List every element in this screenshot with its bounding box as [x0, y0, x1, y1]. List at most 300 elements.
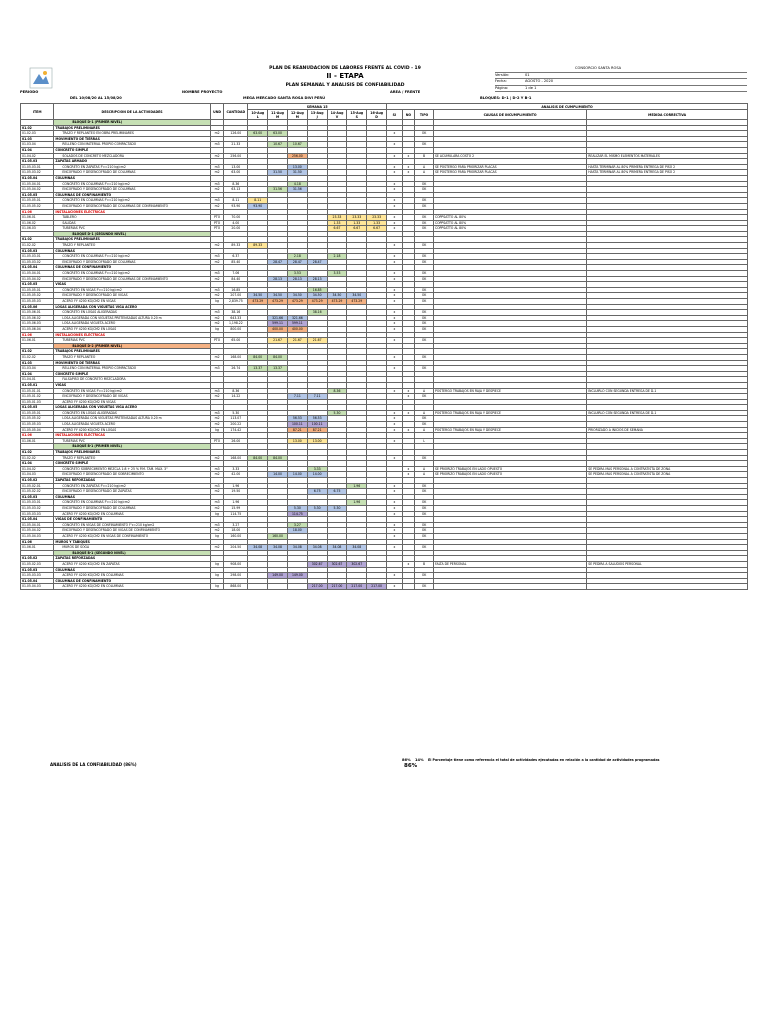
day-value: 599.11: [268, 321, 288, 327]
medida: HASTA TERMINAR AL 80% PRIMERA ENTREGA DE PISO 2: [587, 164, 748, 170]
unit: kg: [210, 533, 224, 539]
unit: m3: [210, 164, 224, 170]
tipo: OK: [415, 338, 434, 344]
day-value: 1.96: [347, 500, 367, 506]
unit: m2: [210, 416, 224, 422]
group-title: LOSAS ALIGERADA CON VIGUETAS VIGA ACERO: [54, 405, 210, 411]
si-mark: x: [387, 259, 403, 265]
unit: m2: [210, 455, 224, 461]
si-mark: x: [387, 455, 403, 461]
group-item: 01.02: [21, 237, 54, 243]
si-mark: x: [387, 187, 403, 193]
quantity: 85.40: [224, 259, 248, 265]
day-header: [347, 110, 367, 120]
activity-desc: LOSA ALIGERADA CON VIGUETAS PRETENSADAS ALTURA 0.20 m: [54, 416, 210, 422]
tipo: OK: [415, 505, 434, 511]
control-value: AGOSTO - 2020: [525, 79, 554, 83]
item-code: 01.05.02.01: [21, 483, 54, 489]
area-label: AREA / FRENTE: [390, 90, 421, 94]
quantity: 26.74: [224, 366, 248, 372]
day-value: 8.11: [248, 198, 268, 204]
tipo: OK: [415, 455, 434, 461]
day-value: 1.33: [367, 220, 387, 226]
unit: m2: [210, 545, 224, 551]
activity-desc: ACERO FY 4200 KG/CM2 EN COLUMNAS: [54, 511, 210, 517]
day-value: 3.33: [307, 466, 327, 472]
item-code: 01.02.02: [21, 354, 54, 360]
item-code: 01.05.04.01: [21, 271, 54, 277]
tipo: OK: [415, 259, 434, 265]
activity-desc: ENCOFRADO Y DESENCOFRADO DE ZAPATAS: [54, 489, 210, 495]
day-header: [287, 110, 307, 120]
si-mark: x: [387, 153, 403, 159]
day-value: 84.00: [248, 455, 268, 461]
section-title: BLOQUE B-1 (PRIMER NIVEL): [54, 444, 210, 450]
table-row: [21, 584, 748, 590]
activity-desc: ACERO FY 4200 KG/CM2 EN VIGAS DE CONFINAMIENTO: [54, 533, 210, 539]
group-title: CONCRETO SIMPLE: [54, 371, 210, 377]
unit: m3: [210, 466, 224, 472]
item-code: 01.05.04.01: [21, 522, 54, 528]
unit: kg: [210, 584, 224, 590]
activity-desc: FALSAPISO DE CONCRETO MEZCLADORA: [54, 377, 210, 383]
item-code: 01.05.04.02: [21, 187, 54, 193]
day-value: 28.13: [287, 276, 307, 282]
control-key: Versión:: [495, 72, 510, 77]
activity-desc: TABLERO: [54, 215, 210, 221]
group-title: TRABAJOS PRELIMINARES: [54, 349, 210, 355]
tipo: OK: [415, 354, 434, 360]
si-mark: x: [387, 573, 403, 579]
day-value: 13.00: [287, 164, 307, 170]
tipo: A: [415, 164, 434, 170]
group-title: COLUMNAS: [54, 248, 210, 254]
day-value: 34.08: [268, 545, 288, 551]
si-mark: x: [387, 271, 403, 277]
quantity: 1.96: [224, 483, 248, 489]
activity-desc: CONCRETO EN COLUMNAS F'c=210 kg/cm2: [54, 271, 210, 277]
item-code: 01.05.05.04: [21, 427, 54, 433]
periodo-value: DEL 10/08/20 AL 15/08/20: [70, 96, 122, 100]
unit: PTO: [210, 220, 224, 226]
group-title: ZAPATAS REFORZADAS: [54, 478, 210, 484]
quantity: 14.22: [224, 394, 248, 400]
day-value: 38.16: [307, 310, 327, 316]
unit: m2: [210, 259, 224, 265]
day-value: 84.00: [248, 354, 268, 360]
quantity: 38.16: [224, 310, 248, 316]
col-cant: CANTIDAD: [224, 104, 248, 120]
quantity: 5.30: [224, 410, 248, 416]
day-value: 56.53: [307, 416, 327, 422]
si-mark: x: [387, 287, 403, 293]
item-code: 01.05.06.04: [21, 326, 54, 332]
day-value: 473.29: [307, 299, 327, 305]
item-code: 01.05.03.02: [21, 505, 54, 511]
proyecto-label: NOMBRE PROYECTO: [182, 90, 223, 94]
group-item: 01.06: [21, 209, 54, 215]
control-value: 01: [525, 72, 530, 77]
day-value: 6.75: [307, 489, 327, 495]
day-value: 63.00: [268, 131, 288, 137]
group-item: 01.05.03: [21, 567, 54, 573]
si-mark: x: [387, 500, 403, 506]
day-value: 31.50: [287, 170, 307, 176]
item-code: 01.05.02.03: [21, 561, 54, 567]
tipo: OK: [415, 198, 434, 204]
activity-desc: SALIDAS: [54, 220, 210, 226]
item-code: 01.03.04: [21, 366, 54, 372]
group-item: 01.05.01: [21, 382, 54, 388]
item-code: 01.05.03.03: [21, 573, 54, 579]
day-value: 217.00: [327, 584, 347, 590]
no-mark: x: [402, 170, 415, 176]
day-value: 6.67: [367, 226, 387, 232]
si-mark: x: [387, 226, 403, 232]
quantity: 13.00: [224, 164, 248, 170]
day-value: 34.08: [327, 545, 347, 551]
causa: POSTERGO TRABAJOS EN RAJA Y DESPIECE: [433, 427, 586, 433]
control-key: [495, 66, 525, 72]
tipo: OK: [415, 220, 434, 226]
tipo: OK: [415, 366, 434, 372]
area-value: BLOQUES: D-1 | D-2 Y B-1: [480, 96, 532, 100]
day-header: [307, 110, 327, 120]
day-letter: J: [316, 114, 318, 119]
item-code: 01.02.03: [21, 131, 54, 137]
col-item: ITEM: [21, 104, 54, 120]
group-item: 01.05.05: [21, 192, 54, 198]
group-item: 01.02: [21, 125, 54, 131]
tipo: OK: [415, 584, 434, 590]
day-value: 2.18: [327, 254, 347, 260]
day-value: 400.00: [287, 326, 307, 332]
unit: m3: [210, 142, 224, 148]
quantity: 16.85: [224, 287, 248, 293]
day-value: 4.18: [287, 181, 307, 187]
item-code: 01.06.01: [21, 215, 54, 221]
item-code: 01.05.02.02: [21, 489, 54, 495]
tipo: OK: [415, 243, 434, 249]
quantity: 200.22: [224, 422, 248, 428]
activity-desc: ENCOFRADO Y DESENCOFRADO DE COLUMNAS: [54, 505, 210, 511]
quantity: 63.00: [224, 170, 248, 176]
col-no: NO: [402, 110, 415, 120]
document-control-box: [495, 66, 747, 92]
quantity: 868.00: [224, 584, 248, 590]
company-logo: [29, 67, 53, 89]
activity-desc: ENCOFRADO Y DESENCOFRADO DE VIGAS: [54, 394, 210, 400]
activity-desc: ACERO FY 4200 KG/CM2 EN ZAPATAS: [54, 561, 210, 567]
item-code: 01.05.04.01: [21, 181, 54, 187]
item-code: 01.04.01: [21, 377, 54, 383]
quantity: 20.00: [224, 226, 248, 232]
unit: kg: [210, 511, 224, 517]
causa: SE ACUMULARA COSTO 2: [433, 153, 586, 159]
unit: PTO: [210, 215, 224, 221]
tipo: OK: [415, 573, 434, 579]
activity-desc: CONCRETO EN COLUMNAS F'c=210 kg/cm2: [54, 181, 210, 187]
day-value: 34.50: [347, 293, 367, 299]
tipo: A: [415, 388, 434, 394]
item-code: 01.05.01.02: [21, 394, 54, 400]
section-title: BLOQUE D-1 (PRIMER NIVEL): [54, 120, 210, 126]
day-value: 6.67: [347, 226, 367, 232]
col-desc: DESCRIPCION DE LA ACTIVIDADES: [54, 104, 210, 120]
activity-desc: ENCOFRADO Y DESENCOFRADO DE VIGAS DE CONFINAMIENTO: [54, 528, 210, 534]
activity-desc: LOSA ALIGERADA VIGUETA ACERO: [54, 321, 210, 327]
si-mark: x: [387, 321, 403, 327]
group-title: COLUMNAS: [54, 494, 210, 500]
item-code: 01.05.06.03: [21, 321, 54, 327]
quantity: 3.27: [224, 522, 248, 528]
day-value: 1.96: [347, 483, 367, 489]
quantity: 19.50: [224, 489, 248, 495]
tipo: A: [415, 170, 434, 176]
tipo: B: [415, 153, 434, 159]
day-value: 5.30: [327, 410, 347, 416]
item-code: 01.05.05.02: [21, 203, 54, 209]
day-value: 100.11: [307, 422, 327, 428]
group-title: ZAPATAS ARMADO: [54, 159, 210, 165]
day-value: 14.00: [307, 472, 327, 478]
si-mark: x: [387, 310, 403, 316]
no-mark: x: [402, 472, 415, 478]
quantity: 1,198.22: [224, 321, 248, 327]
quantity: 93.90: [224, 203, 248, 209]
si-mark: x: [387, 276, 403, 282]
activity-desc: CONCRETO EN ZAPATAS F'c=210 kg/cm2: [54, 483, 210, 489]
activity-desc: CONCRETO EN LOSAS ALIGERADAS: [54, 410, 210, 416]
day-value: 93.90: [248, 203, 268, 209]
unit: m2: [210, 528, 224, 534]
si-mark: x: [387, 584, 403, 590]
day-date: 14-Aug: [330, 110, 344, 115]
unit: m2: [210, 293, 224, 299]
causa: SE POSTERGO PARA PRIORIZAR PLACAS: [433, 164, 586, 170]
si-mark: x: [387, 326, 403, 332]
group-title: INSTALACIONES ELECTRICAS: [54, 332, 210, 338]
item-code: 01.05.05.02: [21, 293, 54, 299]
day-date: 12-Aug: [290, 110, 304, 115]
quantity: 800.00: [224, 326, 248, 332]
tipo: B: [415, 561, 434, 567]
group-item: 01.05.04: [21, 265, 54, 271]
day-value: 34.50: [327, 293, 347, 299]
si-mark: x: [387, 170, 403, 176]
si-mark: x: [387, 545, 403, 551]
no-mark: x: [402, 410, 415, 416]
day-value: 13.37: [248, 366, 268, 372]
unit: m2: [210, 422, 224, 428]
activity-desc: CONCRETO EN VIGAS F'c=210 kg/cm2: [54, 388, 210, 394]
day-value: 23.33: [327, 215, 347, 221]
si-mark: x: [387, 243, 403, 249]
unit: PTO: [210, 338, 224, 344]
si-mark: x: [387, 522, 403, 528]
causa: COPPSATTO AL 80%: [433, 220, 586, 226]
medida: HASTA TERMINAR AL 80% PRIMERA ENTREGA DE PISO 2: [587, 170, 748, 176]
section-title: BLOQUE D-1 (SEGUNDO NIVEL): [54, 231, 210, 237]
unit: kg: [210, 326, 224, 332]
day-value: 160.00: [268, 533, 288, 539]
day-value: 7.11: [307, 394, 327, 400]
si-mark: x: [387, 427, 403, 433]
day-value: 23.33: [367, 215, 387, 221]
tipo: OK: [415, 511, 434, 517]
activity-desc: CONCRETO EN VIGAS F'c=210 kg/cm2: [54, 287, 210, 293]
item-code: 01.03.04: [21, 142, 54, 148]
activity-desc: TRAZO Y REPLANTEO EN OBRA PRELIMINARES: [54, 131, 210, 137]
control-row: [495, 86, 747, 93]
quantity: 256.00: [224, 153, 248, 159]
day-value: 6.75: [327, 489, 347, 495]
unit: m2: [210, 315, 224, 321]
tipo: OK: [415, 326, 434, 332]
activity-desc: ENCOFRADO Y DESENCOFRADO DE COLUMNAS: [54, 259, 210, 265]
quantity: 298.00: [224, 573, 248, 579]
item-code: 01.06.01: [21, 338, 54, 344]
quantity: 89.33: [224, 243, 248, 249]
item-code: 01.05.04.03: [21, 584, 54, 590]
group-item: 01.03: [21, 360, 54, 366]
total-percent: 86%: [404, 763, 418, 769]
day-letter: V: [335, 114, 339, 119]
no-mark: x: [402, 164, 415, 170]
day-value: 13.00: [287, 438, 307, 444]
quantity: 126.00: [224, 131, 248, 137]
group-title: MUROS Y TABIQUES: [54, 539, 210, 545]
si-mark: x: [387, 366, 403, 372]
day-value: 34.50: [287, 293, 307, 299]
causa: COPPSATTO AL 80%: [433, 226, 586, 232]
group-item: 01.05.02: [21, 478, 54, 484]
day-letter: M: [295, 114, 299, 119]
day-value: 6.67: [327, 226, 347, 232]
unit: m2: [210, 187, 224, 193]
day-value: 2.18: [287, 254, 307, 260]
group-item: 01.05.03: [21, 494, 54, 500]
unit: m3: [210, 271, 224, 277]
unit: kg: [210, 299, 224, 305]
item-code: 01.06.01: [21, 545, 54, 551]
activity-desc: CONCRETO EN ZAPATAS F'c=210 kg/cm2: [54, 164, 210, 170]
day-value: 28.47: [287, 259, 307, 265]
si-mark: x: [387, 388, 403, 394]
quantity: 643.33: [224, 315, 248, 321]
item-code: 01.05.01.03: [21, 399, 54, 405]
unit: m2: [210, 489, 224, 495]
group-title: VIGAS: [54, 282, 210, 288]
tipo: OK: [415, 545, 434, 551]
group-item: 01.05.06: [21, 304, 54, 310]
control-key: Página:: [495, 85, 509, 90]
group-item: 01.02: [21, 349, 54, 355]
si-mark: x: [387, 181, 403, 187]
unit: kg: [210, 573, 224, 579]
day-value: 217.00: [367, 584, 387, 590]
si-mark: x: [387, 198, 403, 204]
day-value: 3.53: [327, 271, 347, 277]
day-value: 34.50: [248, 293, 268, 299]
tipo: OK: [415, 416, 434, 422]
day-value: 10.67: [268, 142, 288, 148]
quantity: 1.96: [224, 500, 248, 506]
activity-desc: ENCOFRADO Y DESENCOFRADO DE SOBRECIMIENTO: [54, 472, 210, 478]
si-mark: x: [387, 422, 403, 428]
group-title: COLUMNAS DE CONFINAMIENTO: [54, 578, 210, 584]
day-value: 473.29: [347, 299, 367, 305]
activity-desc: SOLADOS DE CONCRETO MEZCLADORA: [54, 153, 210, 159]
item-code: 01.05.05.01: [21, 287, 54, 293]
item-code: 01.05.05.03: [21, 299, 54, 305]
day-value: 1.33: [327, 220, 347, 226]
unit: m2: [210, 170, 224, 176]
activity-desc: ENCOFRADO Y DESENCOFRADO DE COLUMNAS DE CONFINAMIENTO: [54, 203, 210, 209]
day-letter: S: [355, 114, 358, 119]
activity-desc: TUBERIAS PVC: [54, 338, 210, 344]
day-header: [248, 110, 268, 120]
control-value: CONSORCIO SANTA ROSA: [575, 66, 622, 70]
day-value: 63.00: [248, 131, 268, 137]
group-title: COLUMNAS: [54, 567, 210, 573]
tipo: OK: [415, 271, 434, 277]
activity-desc: CONCRETO EN LOSAS ALIGERADAS: [54, 310, 210, 316]
unit: m3: [210, 181, 224, 187]
medida: SE PEDIRA A SALUDIOS PERSONAL: [587, 561, 748, 567]
day-value: 3.27: [287, 522, 307, 528]
group-title: COLUMNAS DE CONFINAMIENTO: [54, 192, 210, 198]
no-mark: [402, 584, 415, 590]
si-mark: x: [387, 438, 403, 444]
day-date: 15-Aug: [350, 110, 364, 115]
tipo: OK: [415, 321, 434, 327]
day-value: 31.50: [268, 170, 288, 176]
day-value: 321.66: [287, 315, 307, 321]
tipo: OK: [415, 181, 434, 187]
si-mark: x: [387, 293, 403, 299]
unit: m3: [210, 388, 224, 394]
quantity: 26.00: [224, 438, 248, 444]
item-code: 01.05.03.02: [21, 170, 54, 176]
col-si: SI: [387, 110, 403, 120]
tipo: OK: [415, 254, 434, 260]
activity-desc: TUBERIAS PVC: [54, 438, 210, 444]
item-code: 01.05.04.02: [21, 528, 54, 534]
no-mark: x: [402, 153, 415, 159]
si-mark: x: [387, 215, 403, 221]
quantity: 174.42: [224, 427, 248, 433]
item-code: 01.05.04.02: [21, 276, 54, 282]
tipo: OK: [415, 422, 434, 428]
si-mark: x: [387, 410, 403, 416]
activity-desc: RELLENO CON MATERIAL PROPIO COMPACTADO: [54, 142, 210, 148]
si-mark: x: [387, 489, 403, 495]
day-value: 34.08: [248, 545, 268, 551]
medida: PRIORIZADO A INICIOS DE SEMANA: [587, 427, 748, 433]
medida: [587, 584, 748, 590]
quantity: 8.36: [224, 181, 248, 187]
day-value: 473.29: [268, 299, 288, 305]
group-item: 01.04: [21, 147, 54, 153]
quantity: 63.13: [224, 187, 248, 193]
tipo: OK: [415, 394, 434, 400]
group-item: 01.04: [21, 371, 54, 377]
no-mark: x: [402, 466, 415, 472]
day-value: 14.00: [268, 472, 288, 478]
day-value: 84.00: [268, 354, 288, 360]
item-code: 01.05.03.01: [21, 164, 54, 170]
